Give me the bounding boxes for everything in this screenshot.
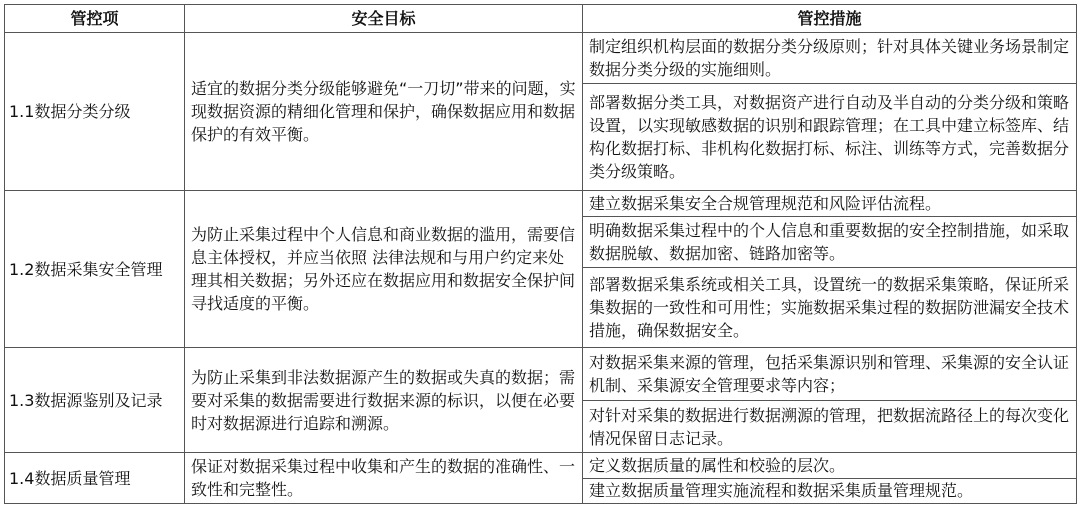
control-measure-cell: 对数据采集来源的管理，包括采集源识别和管理、采集源的安全认证机制、采集源安全管理要求等内容；	[583, 348, 1077, 401]
security-goal-cell: 保证对数据采集过程中收集和产生的数据的准确性、一致性和完整性。	[185, 453, 583, 504]
table-row	[5, 453, 1077, 478]
control-item-cell: 1.1数据分类分级	[5, 33, 185, 191]
control-item-cell: 1.3数据源鉴别及记录	[5, 348, 185, 453]
header-control-item: 管控项	[5, 5, 185, 33]
control-measure-cell: 建立数据采集安全合规管理规范和风险评估流程。	[583, 191, 1077, 217]
header-control-measures: 管控措施	[583, 5, 1077, 33]
control-measure-cell: 部署数据分类工具，对数据资产进行自动及半自动的分类分级和策略设置，以实现敏感数据的识别和跟踪管理；在工具中建立标签库、结构化数据打标、非机构化数据打标、标注、训练等方式，完善数据分类分级策略。	[583, 83, 1077, 190]
security-goal-cell: 为防止采集到非法数据源产生的数据或失真的数据；需要对采集的数据需要进行数据来源的标识，以便在必要时对数据源进行追踪和溯源。	[185, 348, 583, 453]
table-row	[5, 348, 1077, 401]
control-table-container	[4, 4, 1076, 504]
control-item-cell: 1.4数据质量管理	[5, 453, 185, 504]
control-measure-cell: 建立数据质量管理实施流程和数据采集质量管理规范。	[583, 478, 1077, 503]
security-goal-cell: 为防止采集过程中个人信息和商业数据的滥用，需要信息主体授权，并应当依照 法律法规和与用户约定来处理其相关数据；另外还应在数据应用和数据安全保护间寻找适度的平衡。	[185, 191, 583, 348]
control-item-cell: 1.2数据采集安全管理	[5, 191, 185, 348]
control-table	[4, 4, 1077, 504]
table-row	[5, 33, 1077, 84]
header-security-goal: 安全目标	[185, 5, 583, 33]
table-row	[5, 191, 1077, 217]
control-measure-cell: 对针对采集的数据进行数据溯源的管理，把数据流路径上的每次变化情况保留日志记录。	[583, 400, 1077, 453]
security-goal-cell: 适宜的数据分类分级能够避免“一刀切”带来的问题，实现数据资源的精细化管理和保护，确保数据应用和数据保护的有效平衡。	[185, 33, 583, 191]
table-header-row	[5, 5, 1077, 33]
control-measure-cell: 制定组织机构层面的数据分类分级原则；针对具体关键业务场景制定数据分类分级的实施细则。	[583, 33, 1077, 84]
control-measure-cell: 明确数据采集过程中的个人信息和重要数据的安全控制措施，如采取数据脱敏、数据加密、链路加密等。	[583, 217, 1077, 268]
control-measure-cell: 部署数据采集系统或相关工具，设置统一的数据采集策略，保证所采集数据的一致性和可用性；实施数据采集过程的数据防泄漏安全技术措施，确保数据安全。	[583, 267, 1077, 347]
control-measure-cell: 定义数据质量的属性和校验的层次。	[583, 453, 1077, 478]
